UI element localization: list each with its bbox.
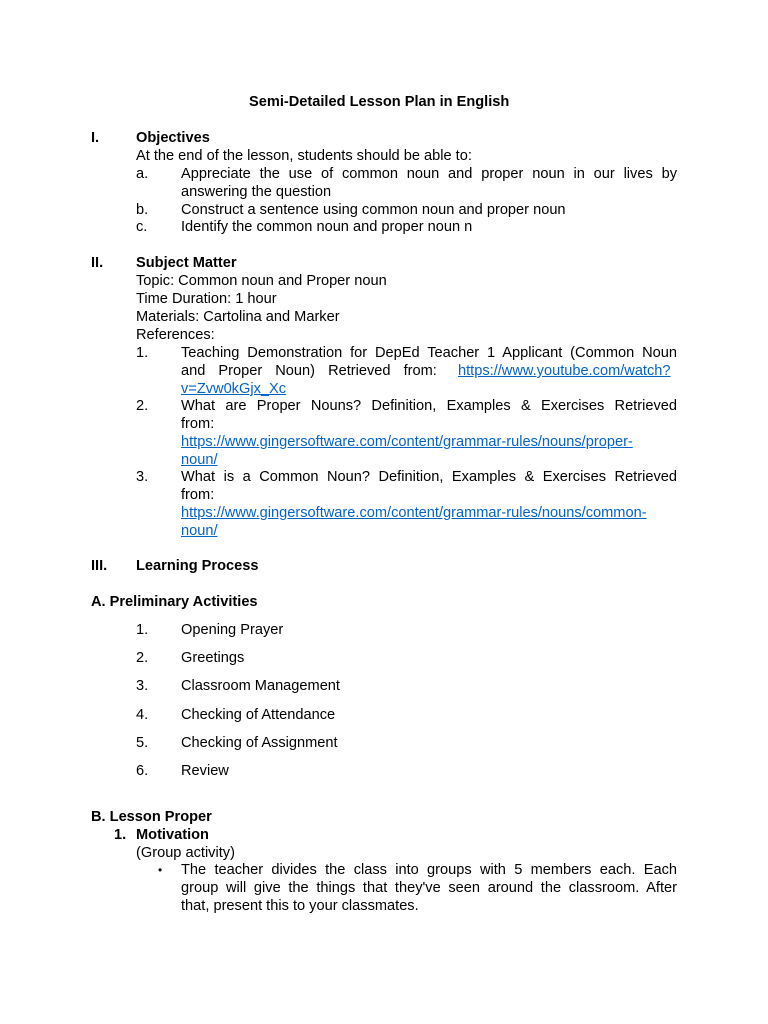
reference-2-text: from: [181, 416, 215, 432]
reference-1-link-cont[interactable]: v=Zvw0kGjx_Xc [181, 381, 287, 397]
reference-1-link[interactable]: https://www.youtube.com/watch? [458, 363, 671, 379]
objective-marker-b: b. [136, 202, 149, 218]
objective-a-line2: answering the question [181, 184, 332, 200]
preliminary-marker-4: 4. [136, 707, 149, 723]
preliminary-marker-5: 5. [136, 735, 149, 751]
group-activity-label: (Group activity) [136, 845, 235, 861]
section-3-heading: Learning Process [136, 558, 259, 574]
motivation-line3: that, present this to your classmates. [181, 898, 419, 914]
preliminary-marker-1: 1. [136, 622, 149, 638]
reference-3-line1: What is a Common Noun? Definition, Examples & Exercises Retrieved [181, 469, 677, 485]
reference-2-link-cont[interactable]: noun/ [181, 452, 218, 468]
reference-1-line1: Teaching Demonstration for DepEd Teacher 1 Applicant (Common Noun [181, 345, 677, 361]
section-2-heading: Subject Matter [136, 255, 237, 271]
preliminary-marker-6: 6. [136, 763, 149, 779]
objectives-intro: At the end of the lesson, students should be able to: [136, 148, 472, 164]
subject-topic: Topic: Common noun and Proper noun [136, 273, 387, 289]
section-1-numeral: I. [91, 130, 100, 146]
reference-marker-3: 3. [136, 469, 149, 485]
section-3-numeral: III. [91, 558, 108, 574]
preliminary-item-3: Classroom Management [181, 678, 340, 694]
subject-duration: Time Duration: 1 hour [136, 291, 277, 307]
bullet-icon: • [158, 863, 163, 877]
reference-2-line1: What are Proper Nouns? Definition, Examples & Exercises Retrieved [181, 398, 677, 414]
objective-a-line1: Appreciate the use of common noun and proper noun in our lives by [181, 166, 677, 182]
preliminary-item-6: Review [181, 763, 229, 779]
objective-marker-c: c. [136, 219, 148, 235]
subject-materials: Materials: Cartolina and Marker [136, 309, 340, 325]
lesson-proper-heading: B. Lesson Proper [91, 809, 212, 825]
reference-3-text: from: [181, 487, 215, 503]
preliminary-heading: A. Preliminary Activities [91, 594, 258, 610]
reference-marker-1: 1. [136, 345, 149, 361]
motivation-line1: The teacher divides the class into groups with 5 members each. Each [181, 862, 677, 878]
reference-2-link[interactable]: https://www.gingersoftware.com/content/grammar-rules/nouns/proper- [181, 434, 633, 450]
reference-marker-2: 2. [136, 398, 149, 414]
section-2-numeral: II. [91, 255, 104, 271]
objective-b-text: Construct a sentence using common noun and proper noun [181, 202, 566, 218]
reference-3-link-cont[interactable]: noun/ [181, 523, 218, 539]
objective-marker-a: a. [136, 166, 149, 182]
motivation-line2: group will give the things that they've seen around the classroom. After [181, 880, 677, 896]
preliminary-marker-3: 3. [136, 678, 149, 694]
section-1-heading: Objectives [136, 130, 210, 146]
preliminary-item-1: Opening Prayer [181, 622, 284, 638]
preliminary-item-5: Checking of Assignment [181, 735, 338, 751]
motivation-heading: Motivation [136, 827, 209, 843]
references-label: References: [136, 327, 215, 343]
objective-c-text: Identify the common noun and proper noun n [181, 219, 473, 235]
preliminary-item-2: Greetings [181, 650, 245, 666]
preliminary-item-4: Checking of Attendance [181, 707, 336, 723]
reference-1-text: and Proper Noun) Retrieved from: [181, 363, 437, 379]
document-title: Semi-Detailed Lesson Plan in English [249, 94, 510, 110]
reference-3-link[interactable]: https://www.gingersoftware.com/content/grammar-rules/nouns/common- [181, 505, 647, 521]
motivation-marker: 1. [114, 827, 127, 843]
preliminary-marker-2: 2. [136, 650, 149, 666]
